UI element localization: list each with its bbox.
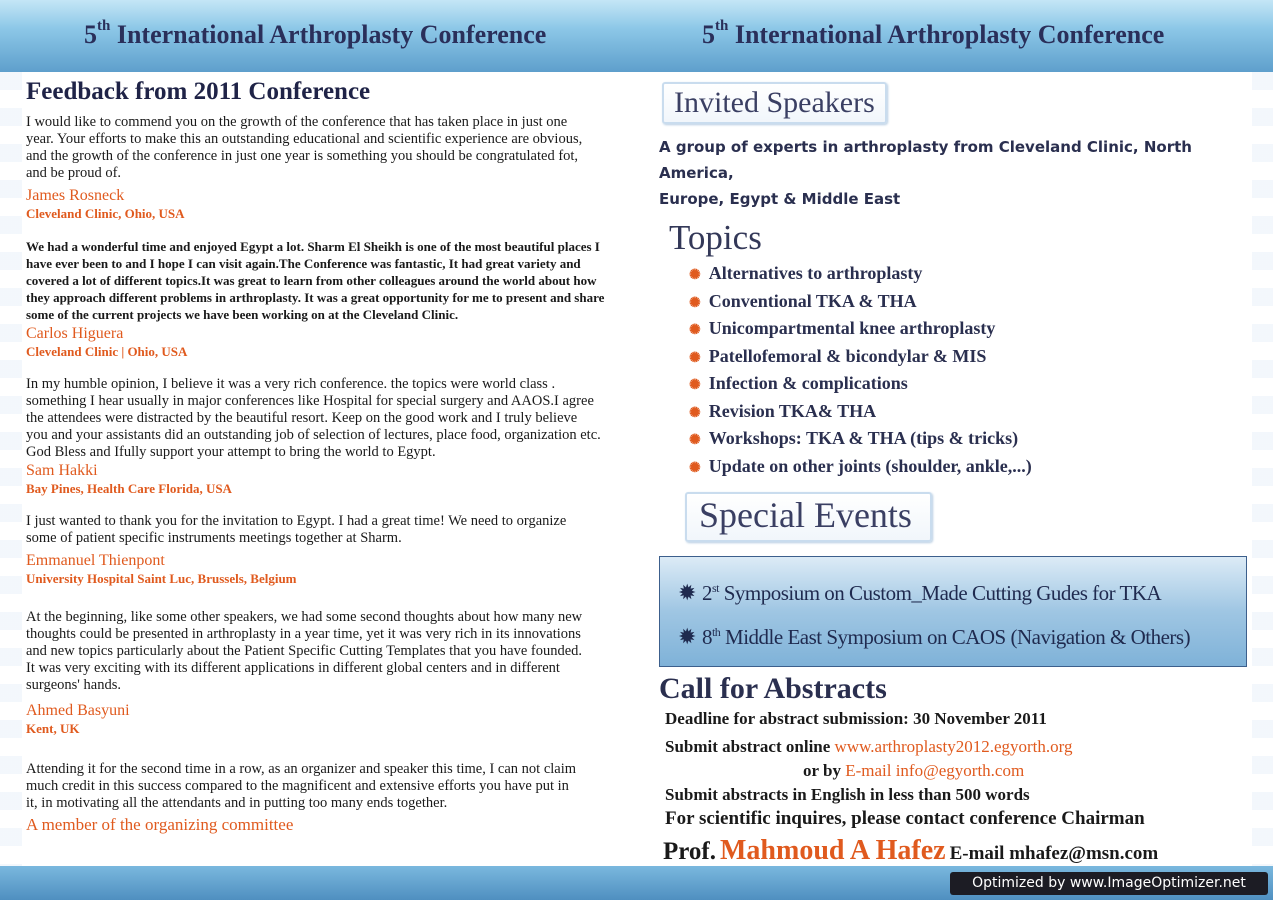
feedback-author: Carlos Higuera bbox=[26, 325, 124, 342]
feedback-line: It was very exciting with its different applications in different global centers and in different bbox=[26, 660, 560, 676]
feedback-affiliation: Bay Pines, Health Care Florida, USA bbox=[26, 481, 232, 496]
deadline-text: Deadline for abstract submission: 30 November 2011 bbox=[665, 709, 1047, 728]
info-column bbox=[659, 78, 1253, 867]
submit-email-line: or by E-mail info@egyorth.com bbox=[803, 761, 1025, 780]
feedback-line: something I hear usually in major conferences like Hospital for special surgery and AAOS.I agree bbox=[26, 393, 594, 409]
optimizer-watermark: Optimized by www.ImageOptimizer.net bbox=[950, 872, 1268, 895]
topics-heading: Topics bbox=[669, 218, 762, 257]
star-bullet-icon: ✺ bbox=[689, 295, 701, 311]
feedback-line: In my humble opinion, I believe it was a very rich conference. the topics were world class . bbox=[26, 376, 556, 392]
star-bullet-icon: ✺ bbox=[689, 433, 701, 448]
feedback-line: We had a wonderful time and enjoyed Egypt a lot. Sharm El Sheikh is one of the most beautiful places I bbox=[26, 239, 600, 254]
info-email-link[interactable]: E-mail info@egyorth.com bbox=[845, 761, 1025, 780]
feedback-line: I just wanted to thank you for the invitation to Egypt. I had a great time! We need to organize bbox=[26, 513, 567, 529]
special-events-heading: Special Events bbox=[685, 492, 932, 542]
feedback-line: and be proud of. bbox=[26, 165, 122, 181]
feedback-author: Emmanuel Thienpont bbox=[26, 552, 165, 569]
call-for-abstracts-heading: Call for Abstracts bbox=[659, 672, 887, 705]
feedback-entry bbox=[26, 609, 636, 737]
feedback-line: and the growth of the conference in just one year is something you should be congratulated fot, bbox=[26, 148, 579, 164]
feedback-line: thoughts could be presented in arthroplasty in a year time, yet it was very rich in its innovations bbox=[26, 626, 581, 642]
feedback-line: I would like to commend you on the growth of the conference that has taken place in just one bbox=[26, 114, 568, 130]
feedback-line: surgeons' hands. bbox=[26, 677, 121, 693]
feedback-entry bbox=[26, 761, 636, 835]
invited-line: Europe, Egypt & Middle East bbox=[659, 190, 901, 208]
feedback-text bbox=[26, 376, 636, 461]
feedback-title: Feedback from 2011 Conference bbox=[26, 78, 371, 105]
feedback-entry bbox=[26, 376, 636, 497]
star-bullet-icon: ✺ bbox=[689, 323, 701, 338]
star-bullet-icon: ✺ bbox=[689, 268, 701, 283]
feedback-entry bbox=[26, 238, 636, 360]
feedback-affiliation: Cleveland Clinic | Ohio, USA bbox=[26, 344, 188, 359]
feedback-line: and new topics particularly about the Patient Specific Cutting Templates that you have founded. bbox=[26, 643, 583, 659]
topic-item: ✺ Update on other joints (shoulder, ankle,...) bbox=[689, 455, 1032, 476]
feedback-affiliation: Kent, UK bbox=[26, 721, 80, 736]
topic-item: ✺ Patellofemoral & bicondylar & MIS bbox=[689, 345, 987, 366]
star-bullet-icon: ✺ bbox=[689, 378, 701, 393]
feedback-text bbox=[26, 513, 636, 547]
feedback-author: Ahmed Basyuni bbox=[26, 702, 130, 719]
special-events-box bbox=[659, 556, 1247, 667]
feedback-affiliation: University Hospital Saint Luc, Brussels, Belgium bbox=[26, 571, 297, 586]
topic-item: ✺ Unicompartmental knee arthroplasty bbox=[689, 318, 996, 338]
event-item: ✹ 2st Symposium on Custom_Made Cutting Gudes for TKA bbox=[678, 580, 1162, 605]
english-requirement: Submit abstracts in English in less than 500 words bbox=[665, 785, 1030, 804]
star-bullet-icon: ✹ bbox=[678, 624, 696, 649]
star-bullet-icon: ✺ bbox=[689, 350, 701, 366]
feedback-entry bbox=[26, 513, 636, 587]
feedback-line: much credit in this success compared to the magnificent and extensive efforts you have put in bbox=[26, 778, 569, 794]
feedback-line: some of patient specific instruments meetings together at Sharm. bbox=[26, 530, 402, 546]
feedback-line: Attending it for the second time in a row, as an organizer and speaker this time, I can not claim bbox=[26, 761, 577, 777]
feedback-line: God Bless and Ifully support your attempt to bring the world to Egypt. bbox=[26, 444, 436, 460]
feedback-line: At the beginning, like some other speakers, we had some second thoughts about how many new bbox=[26, 609, 583, 625]
feedback-author: A member of the organizing committee bbox=[26, 815, 294, 834]
left-decorative-pattern bbox=[0, 72, 22, 867]
feedback-entry bbox=[26, 114, 636, 222]
feedback-text bbox=[26, 609, 636, 694]
inquiry-text: For scientific inquires, please contact conference Chairman bbox=[665, 808, 1145, 829]
topic-item: ✺ Conventional TKA & THA bbox=[689, 290, 917, 311]
chairman-email[interactable]: E-mail mhafez@msn.com bbox=[949, 843, 1159, 864]
header-title-right: 5th International Arthroplasty Conference bbox=[702, 18, 1165, 49]
feedback-author: James Rosneck bbox=[26, 187, 125, 204]
star-bullet-icon: ✺ bbox=[689, 405, 701, 421]
feedback-text bbox=[26, 761, 636, 812]
feedback-text bbox=[26, 114, 636, 182]
star-bullet-icon: ✹ bbox=[678, 580, 696, 605]
invited-speakers-heading: Invited Speakers bbox=[662, 82, 887, 124]
submit-online-line: Submit abstract online www.arthroplasty2012.egyorth.org bbox=[665, 737, 1073, 756]
feedback-affiliation: Cleveland Clinic, Ohio, USA bbox=[26, 206, 185, 221]
chairman-line: Prof. Mahmoud A Hafez E-mail mhafez@msn.com bbox=[663, 835, 1159, 866]
right-decorative-pattern bbox=[1252, 72, 1273, 867]
topic-item: ✺ Revision TKA& THA bbox=[689, 400, 877, 421]
feedback-line: they approach different problems in arthroplasty. It was a great opportunity for me to present and share bbox=[26, 290, 605, 305]
invited-line: A group of experts in arthroplasty from Cleveland Clinic, North America, bbox=[659, 138, 1192, 182]
feedback-line: have ever been to and I hope I can visit again.The Conference was fantastic, It had great variety and bbox=[26, 256, 581, 271]
topic-item: ✺ Infection & complications bbox=[689, 373, 908, 393]
feedback-line: the attendees were distracted by the beautiful resort. Keep on the good work and I truly believe bbox=[26, 410, 578, 426]
topics-list bbox=[689, 260, 1253, 480]
feedback-line: you and your assistants did an outstanding job of selection of lectures, place food, organization etc. bbox=[26, 427, 601, 443]
feedback-line: year. Your efforts to make this an outstanding educational and scientific experience are obvious, bbox=[26, 131, 583, 147]
feedback-text bbox=[26, 238, 636, 323]
website-link[interactable]: www.arthroplasty2012.egyorth.org bbox=[834, 737, 1073, 756]
feedback-line: covered a lot of different topics.It was great to learn from other colleagues around the world about how bbox=[26, 273, 597, 288]
star-bullet-icon: ✺ bbox=[689, 460, 701, 476]
chairman-name: Mahmoud A Hafez bbox=[720, 835, 946, 866]
header-title-left: 5th International Arthroplasty Conference bbox=[84, 18, 547, 49]
feedback-author: Sam Hakki bbox=[26, 462, 98, 479]
feedback-line: some of the current projects we have been working on at the Cleveland Clinic. bbox=[26, 307, 459, 322]
feedback-line: it, in motivating all the attendants and in putting too many ends together. bbox=[26, 795, 448, 811]
topic-item: ✺ Workshops: TKA & THA (tips & tricks) bbox=[689, 428, 1019, 448]
feedback-column bbox=[26, 78, 636, 851]
event-item: ✹ 8th Middle East Symposium on CAOS (Navigation & Others) bbox=[678, 624, 1191, 649]
invited-speakers-text bbox=[659, 134, 1253, 212]
topic-item: ✺ Alternatives to arthroplasty bbox=[689, 263, 923, 283]
